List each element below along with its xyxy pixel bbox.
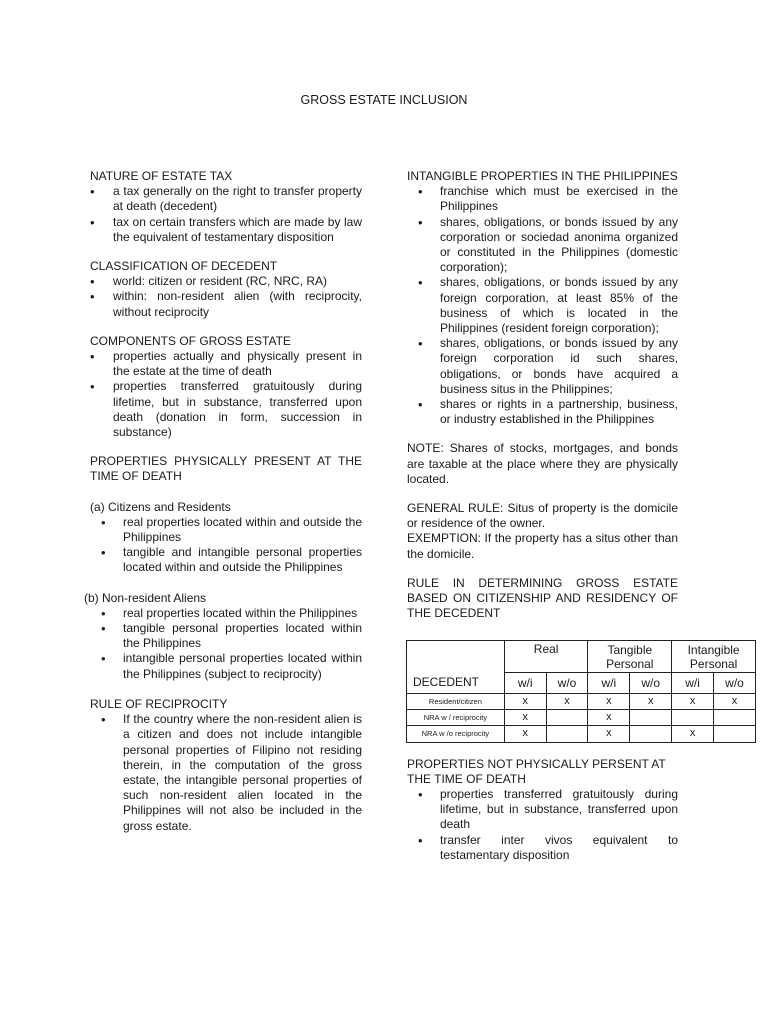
left-column <box>84 169 362 834</box>
table-cell <box>714 726 756 742</box>
list-item: • within: non-resident alien (with reciprocity, without reciprocity <box>90 289 362 319</box>
components-list <box>90 349 362 440</box>
table-cell: x <box>588 726 630 742</box>
table-corner-cell <box>407 641 505 673</box>
intangible-heading: INTANGIBLE PROPERTIES IN THE PHILIPPINES <box>407 169 678 183</box>
table-cell: x <box>630 693 672 709</box>
table-cell: x <box>588 693 630 709</box>
present-heading: PROPERTIES PHYSICALLY PRESENT AT THE TIME OF DEATH <box>90 454 362 484</box>
list-item: • If the country where the non-resident alien is a citizen and does not include intangible personal properties of Filipino not residing therein, in the computation of the gross estate, the intangible personal properties of such non-resident alien located in the Philippines will not also be included in the gross estate. <box>90 712 362 834</box>
list-item: • world: citizen or resident (RC, NRC, RA) <box>90 274 362 289</box>
not-present-list <box>407 787 678 863</box>
rule-heading: RULE IN DETERMINING GROSS ESTATE BASED ON CITIZENSHIP AND RESIDENCY OF THE DECEDENT <box>407 575 678 621</box>
gross-estate-table <box>406 640 744 742</box>
list-item: • properties transferred gratuitously during lifetime, but in substance, transferred upon death (donation in form, succession in substance) <box>90 379 362 440</box>
table-cell <box>546 710 588 726</box>
list-item: • transfer inter vivos equivalent to testamentary disposition <box>407 833 678 863</box>
list-item: • tangible and intangible personal properties located within and outside the Philippines <box>90 545 362 575</box>
nature-heading: NATURE OF ESTATE TAX <box>90 169 233 183</box>
sub-header-cell: w/o <box>714 673 756 694</box>
components-heading: COMPONENTS OF GROSS ESTATE <box>90 333 291 348</box>
note-paragraph: NOTE: Shares of stocks, mortgages, and bonds are taxable at the place where they are physically located. <box>407 441 678 486</box>
list-item: • shares, obligations, or bonds issued by any corporation or sociedad anonima organized or constituted in the Philippines (domestic corporation); <box>407 215 678 276</box>
citizens-residents-label: (a) Citizens and Residents <box>90 499 231 514</box>
decedent-header: DECEDENT <box>407 673 505 694</box>
table-cell: x <box>546 693 588 709</box>
sub-header-cell: w/i <box>504 673 546 694</box>
list-item: • shares, obligations, or bonds issued by any foreign corporation id such shares, obligations, or bonds have acquired a business situs in the Philippines; <box>407 336 678 397</box>
table-cell: x <box>588 710 630 726</box>
exemption-paragraph: EXEMPTION: If the property has a situs other than the domicile. <box>407 531 678 561</box>
sub-header-cell: w/o <box>546 673 588 694</box>
table-cell: x <box>504 726 546 742</box>
table-row <box>407 693 756 709</box>
list-item: • shares, obligations, or bonds issued by any foreign corporation, at least 85% of the business of which is located in the Philippines (resident foreign corporation); <box>407 275 678 336</box>
table-cell <box>630 726 672 742</box>
list-item: • tax on certain transfers which are made by law the equivalent of testamentary disposition <box>90 215 362 245</box>
group-header-real: Real <box>504 641 588 673</box>
row-label: NRA w / reciprocity <box>407 710 505 726</box>
table-cell: x <box>672 693 714 709</box>
table-cell: x <box>714 693 756 709</box>
list-item: • a tax generally on the right to transfer property at death (decedent) <box>90 184 362 214</box>
intangible-list <box>407 184 678 427</box>
not-present-heading: PROPERTIES NOT PHYSICALLY PERSENT AT THE TIME OF DEATH <box>407 756 666 786</box>
non-resident-aliens-label: (b) Non-resident Aliens <box>84 590 207 605</box>
sub-header-cell: w/o <box>630 673 672 694</box>
list-item: • properties transferred gratuitously during lifetime, but in substance, transferred upon death <box>407 787 678 833</box>
table-cell: x <box>672 726 714 742</box>
table-row <box>407 726 756 742</box>
table-cell <box>630 710 672 726</box>
reciprocity-heading: RULE OF RECIPROCITY <box>90 696 228 711</box>
table-cell: x <box>504 693 546 709</box>
row-label: Resident/citizen <box>407 693 505 709</box>
group-header-tangible: Tangible Personal <box>588 641 672 673</box>
list-item: • tangible personal properties located within the Philippines <box>90 621 362 651</box>
sub-header-cell: w/i <box>672 673 714 694</box>
group-header-intangible: Intangible Personal <box>672 641 756 673</box>
classification-heading: CLASSIFICATION OF DECEDENT <box>90 259 278 274</box>
general-rule-paragraph: GENERAL RULE: Situs of property is the domicile or residence of the owner. <box>407 501 678 531</box>
list-item: • franchise which must be exercised in the Philippines <box>407 184 678 214</box>
citizens-residents-list <box>90 515 362 576</box>
non-resident-aliens-list <box>90 606 362 682</box>
table-cell <box>714 710 756 726</box>
nature-list <box>90 184 362 245</box>
list-item: • intangible personal properties located within the Philippines (subject to reciprocity) <box>90 651 362 681</box>
table-cell <box>672 710 714 726</box>
table-cell: x <box>504 710 546 726</box>
list-item: • real properties located within and outside the Philippines <box>90 515 362 545</box>
right-column <box>407 169 744 863</box>
table-row <box>407 710 756 726</box>
sub-header-cell: w/i <box>588 673 630 694</box>
reciprocity-list <box>90 712 362 834</box>
list-item: • real properties located within the Philippines <box>90 606 362 621</box>
row-label: NRA w /o reciprocity <box>407 726 505 742</box>
list-item: • shares or rights in a partnership, business, or industry established in the Philippines <box>407 397 678 427</box>
table-cell <box>546 726 588 742</box>
classification-list <box>90 274 362 320</box>
page-title: GROSS ESTATE INCLUSION <box>300 93 468 107</box>
list-item: • properties actually and physically present in the estate at the time of death <box>90 349 362 379</box>
